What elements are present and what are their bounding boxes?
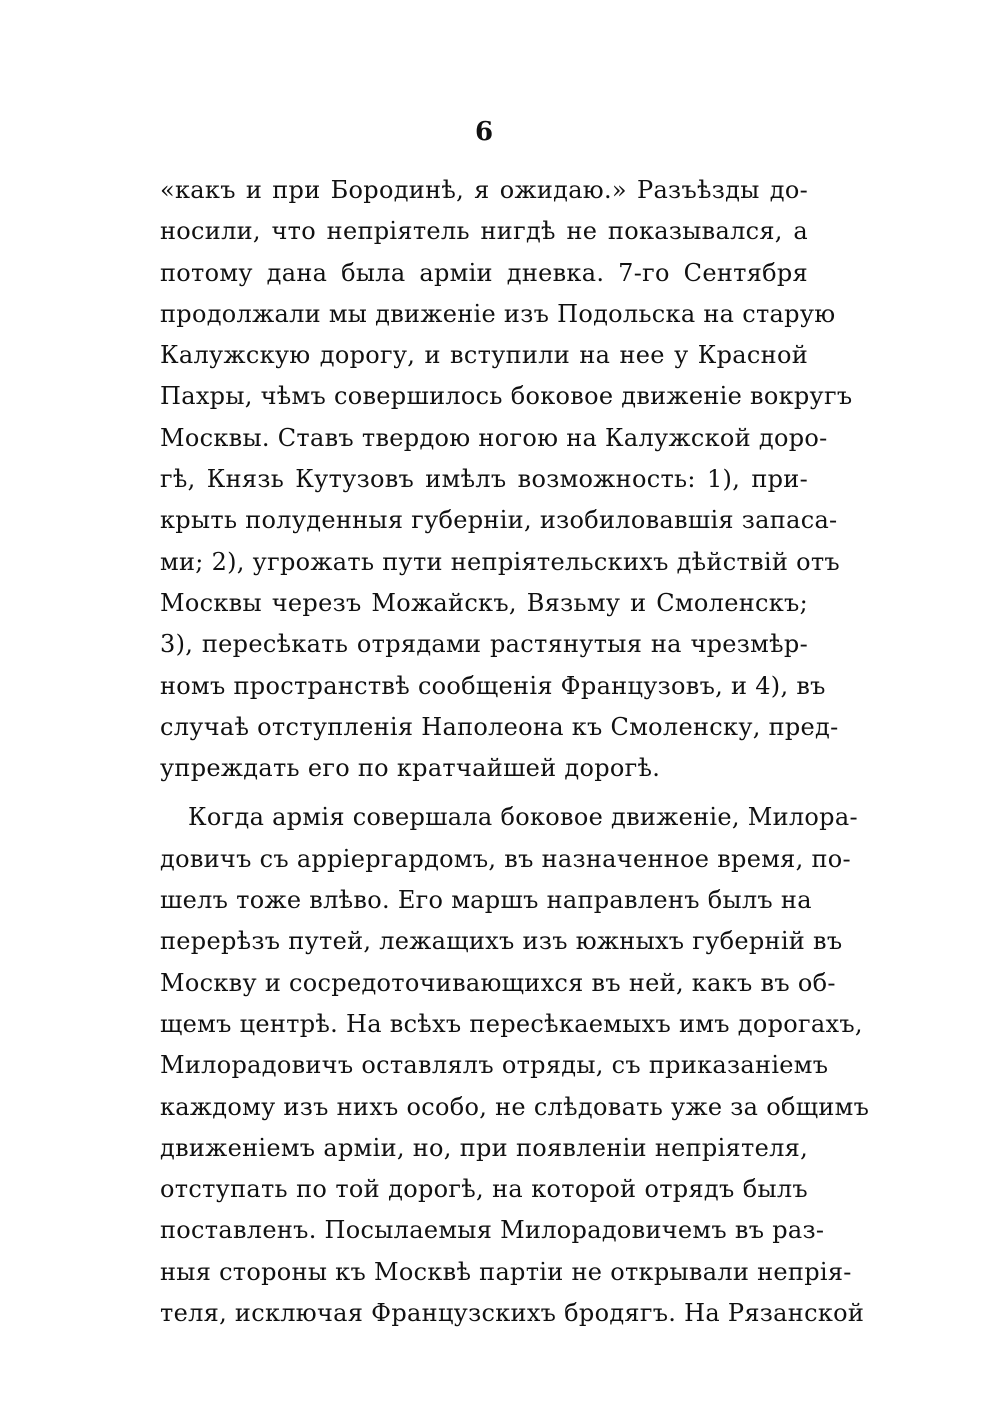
paragraph-1 <box>160 170 853 789</box>
text-line: щемъ центрѣ. На всѣхъ пересѣкаемыхъ имъ дорогахъ, <box>160 1009 863 1038</box>
text-line: ми; 2), угрожать пути непрiятельскихъ дѣйствiй отъ <box>160 547 840 576</box>
text-line: движенiемъ армiи, но, при появленiи непрiятеля, <box>160 1133 808 1162</box>
text-line: теля, исключая Французскихъ бродягъ. На Рязанской <box>160 1299 865 1328</box>
text-line: каждому изъ нихъ особо, не слѣдовать уже за общимъ <box>160 1092 870 1121</box>
text-line: «какъ и при Бородинѣ, я ожидаю.» Разъѣзды до- <box>160 176 808 204</box>
text-line: номъ пространствѣ сообщенiя Французовъ, и 4), въ <box>160 671 826 700</box>
text-line: Москвы черезъ Можайскъ, Вязьму и Смоленскъ; <box>160 588 808 617</box>
text-line: случаѣ отступленiя Наполеона къ Смоленску, пред- <box>160 712 839 741</box>
text-line: поставленъ. Посылаемыя Милорадовичемъ въ раз- <box>160 1216 825 1245</box>
text-line: перерѣзъ путей, лежащихъ изъ южныхъ губернiй въ <box>160 927 843 956</box>
text-line: гѣ, Князь Кутузовъ имѣлъ возможность: 1), при- <box>160 465 808 494</box>
page-number: 6 <box>474 117 494 147</box>
text-line: потому дана была армiи дневка. 7-го Сентября <box>160 258 808 287</box>
text-line: носили, что непрiятель нигдѣ не показывался, а <box>160 217 808 246</box>
text-line: довичъ съ арріергардомъ, въ назначенное время, по- <box>160 844 851 873</box>
text-line: Пахры, чѣмъ совершилось боковое движенiе вокругъ <box>160 382 853 411</box>
text-line: отступать по той дорогѣ, на которой отрядъ былъ <box>160 1175 808 1204</box>
text-line: ныя стороны къ Москвѣ партiи не открывали непрiя- <box>160 1257 852 1286</box>
text-line: упреждать его по кратчайшей дорогѣ. <box>160 754 661 783</box>
text-line: Москвы. Ставъ твердою ногою на Калужской доро- <box>160 423 828 452</box>
paragraph-gap <box>160 789 808 797</box>
text-line: Москву и сосредоточивающихся въ ней, какъ въ об- <box>160 968 836 997</box>
text-line: шелъ тоже влѣво. Его маршъ направленъ былъ на <box>160 886 812 915</box>
text-line: Калужскую дорогу, и вступили на нее у Красной <box>160 341 808 370</box>
text-line: Когда армiя совершала боковое движенiе, Милора- <box>188 803 858 832</box>
text-line: продолжали мы движенiе изъ Подольска на старую <box>160 299 836 328</box>
text-line: Милорадовичъ оставлялъ отряды, съ приказанiемъ <box>160 1051 829 1080</box>
text-line: 3), пересѣкать отрядами растянутыя на чрезмѣр- <box>160 630 808 659</box>
body-text <box>160 170 870 1334</box>
text-line: крыть полуденныя губернiи, изобиловавшiя запаса- <box>160 506 838 535</box>
paragraph-2 <box>160 797 870 1334</box>
